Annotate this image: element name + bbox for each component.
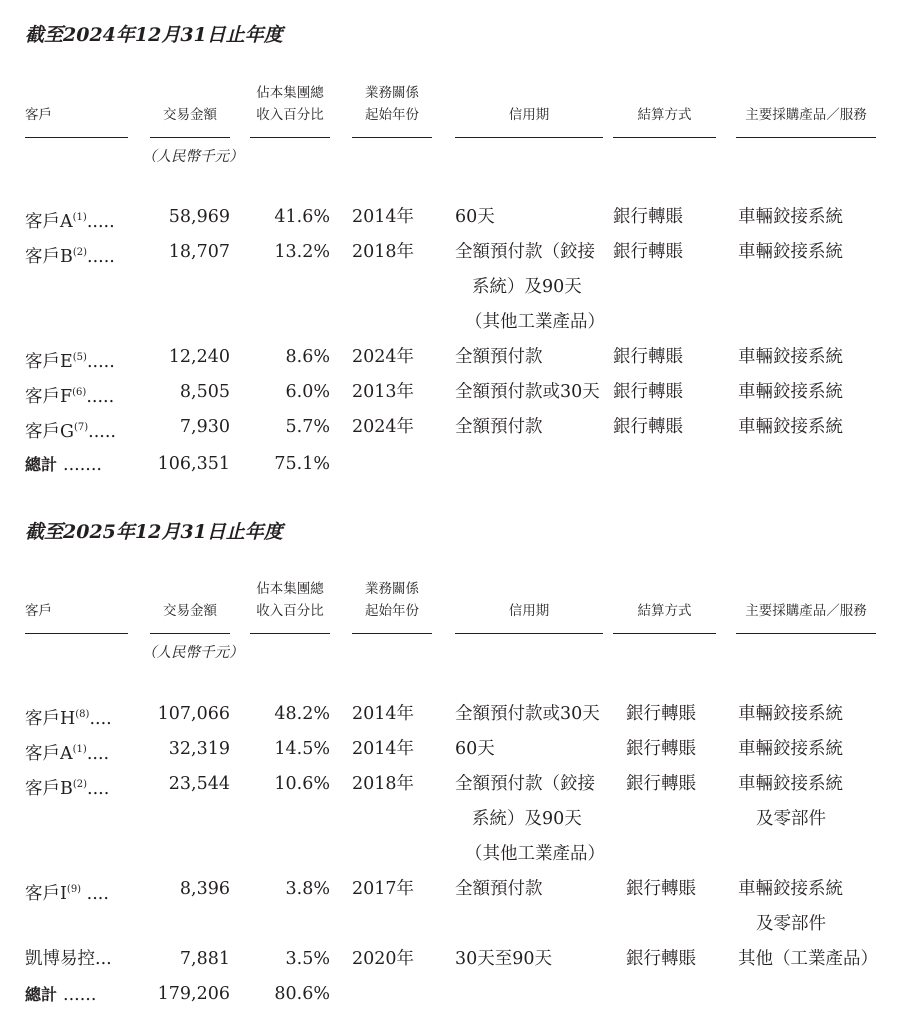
credit-period — [455, 732, 495, 767]
customer-name — [25, 235, 115, 275]
main-product-line: 及零部件 — [756, 809, 826, 829]
footnote-ref: (2) — [72, 779, 88, 790]
customer-label: 客戶G — [25, 422, 74, 442]
header-product: 主要採購產品／服務 — [745, 603, 867, 619]
credit-period-line: 30天至90天 — [455, 949, 553, 969]
customer-label: 客戶F — [25, 387, 73, 407]
start-year: 2014年 — [352, 207, 415, 227]
header-year-line1: 業務關係 — [365, 581, 419, 597]
start-year: 2024年 — [352, 417, 415, 437]
footnote-ref: (5) — [72, 352, 87, 363]
revenue-percentage: 3.8% — [285, 879, 330, 899]
customer-label: 客戶B — [25, 779, 73, 799]
header-percent-line2: 收入百分比 — [256, 107, 324, 123]
section-title: 截至2025年12月31日止年度 — [25, 521, 283, 543]
header-underline — [736, 137, 876, 138]
settlement-method: 銀行轉賬 — [613, 347, 683, 367]
credit-period-line: 全額預付款（鉸接 — [455, 242, 595, 262]
header-amount: 交易金額 — [163, 107, 217, 123]
revenue-percentage: 14.5% — [274, 739, 330, 759]
header-settlement: 結算方式 — [637, 107, 692, 123]
customer-name — [25, 375, 114, 415]
leader-dots: .... — [89, 709, 112, 729]
main-product — [738, 375, 843, 410]
credit-period-line: 全額預付款或30天 — [455, 704, 600, 724]
main-product — [738, 340, 843, 375]
customer-name — [25, 732, 109, 772]
total-amount: 106,351 — [157, 454, 230, 474]
header-year-line1: 業務關係 — [365, 85, 419, 101]
main-product-line: 其他（工業產品） — [738, 949, 878, 969]
header-underline — [250, 633, 330, 634]
footnote-ref: (8) — [75, 709, 90, 720]
customer-label: 客戶A — [25, 212, 73, 232]
customer-name — [25, 340, 115, 380]
start-year: 2013年 — [352, 382, 415, 402]
header-amount: 交易金額 — [163, 603, 217, 619]
main-product — [738, 872, 843, 942]
start-year: 2020年 — [352, 949, 415, 969]
header-underline — [250, 137, 330, 138]
leader-dots: .... — [81, 884, 109, 904]
header-underline — [352, 633, 432, 634]
header-underline — [736, 633, 876, 634]
credit-period — [455, 410, 543, 445]
header-underline — [455, 633, 603, 634]
main-product-line: 車輛鉸接系統 — [738, 879, 843, 899]
main-product — [738, 200, 843, 235]
leader-dots: .... — [86, 744, 110, 764]
start-year: 2014年 — [352, 704, 415, 724]
header-percent-line1: 佔本集團總 — [256, 581, 324, 597]
credit-period — [455, 942, 552, 977]
start-year: 2024年 — [352, 347, 415, 367]
start-year: 2018年 — [352, 242, 415, 262]
header-underline — [352, 137, 432, 138]
credit-period-line: 全額預付款 — [455, 879, 543, 899]
section-title: 截至2024年12月31日止年度 — [25, 24, 283, 46]
footnote-ref: (1) — [72, 744, 87, 755]
header-underline — [613, 137, 716, 138]
amount-unit: （人民幣千元） — [142, 645, 244, 661]
start-year: 2018年 — [352, 774, 415, 794]
main-product — [738, 732, 843, 767]
customer-name — [25, 872, 109, 912]
revenue-percentage: 10.6% — [274, 774, 330, 794]
header-customer: 客戶 — [25, 107, 52, 123]
header-credit: 信用期 — [508, 107, 550, 123]
transaction-amount: 32,319 — [168, 739, 230, 759]
settlement-method: 銀行轉賬 — [626, 704, 696, 724]
amount-unit: （人民幣千元） — [142, 149, 244, 165]
header-year-line2: 起始年份 — [365, 107, 419, 123]
credit-period — [455, 767, 605, 872]
start-year: 2014年 — [352, 739, 415, 759]
start-year: 2017年 — [352, 879, 415, 899]
customer-name — [25, 200, 115, 240]
leader-dots: ..... — [88, 422, 116, 442]
total-percentage: 80.6% — [274, 984, 330, 1004]
leader-dots: ..... — [87, 247, 115, 267]
customer-label: 客戶H — [25, 709, 76, 729]
credit-period-line: 全額預付款 — [455, 347, 543, 367]
main-product-line: 車輛鉸接系統 — [738, 704, 843, 724]
main-product — [738, 697, 843, 732]
settlement-method: 銀行轉賬 — [626, 879, 696, 899]
customer-name — [25, 697, 112, 737]
revenue-percentage: 5.7% — [285, 417, 330, 437]
credit-period-line: （其他工業產品） — [465, 844, 605, 864]
revenue-percentage: 3.5% — [285, 949, 330, 969]
credit-period-line: 系統）及90天 — [472, 277, 582, 297]
footnote-ref: (9) — [66, 884, 82, 895]
leader-dots: ..... — [86, 352, 115, 372]
main-product — [738, 767, 843, 837]
footnote-ref: (2) — [72, 247, 88, 258]
main-product-line: 車輛鉸接系統 — [738, 382, 843, 402]
transaction-amount: 8,396 — [179, 879, 230, 899]
credit-period — [455, 697, 600, 732]
credit-period — [455, 340, 543, 375]
transaction-amount: 12,240 — [168, 347, 230, 367]
leader-dots: ... — [95, 949, 112, 969]
transaction-amount: 58,969 — [168, 207, 230, 227]
customer-label: 客戶E — [25, 352, 73, 372]
main-product-line: 車輛鉸接系統 — [738, 347, 843, 367]
credit-period-line: 60天 — [455, 739, 495, 759]
header-underline — [455, 137, 603, 138]
main-product-line: 車輛鉸接系統 — [738, 207, 843, 227]
header-underline — [25, 633, 128, 634]
main-product-line: 及零部件 — [756, 914, 826, 934]
total-amount: 179,206 — [157, 984, 230, 1004]
header-percent-line1: 佔本集團總 — [256, 85, 324, 101]
main-product — [738, 235, 843, 270]
settlement-method: 銀行轉賬 — [613, 382, 683, 402]
header-product: 主要採購產品／服務 — [745, 107, 867, 123]
main-product — [738, 410, 843, 445]
main-product — [738, 942, 878, 977]
header-percent-line2: 收入百分比 — [256, 603, 324, 619]
main-product-line: 車輛鉸接系統 — [738, 417, 843, 437]
revenue-percentage: 41.6% — [274, 207, 330, 227]
revenue-percentage: 6.0% — [285, 382, 330, 402]
revenue-percentage: 48.2% — [274, 704, 330, 724]
main-product-line: 車輛鉸接系統 — [738, 242, 843, 262]
main-product-line: 車輛鉸接系統 — [738, 739, 843, 759]
total-label — [25, 977, 96, 1013]
revenue-percentage: 8.6% — [285, 347, 330, 367]
main-product-line: 車輛鉸接系統 — [738, 774, 843, 794]
credit-period — [455, 375, 600, 410]
transaction-amount: 7,930 — [179, 417, 230, 437]
credit-period-line: 全額預付款（鉸接 — [455, 774, 595, 794]
footnote-ref: (7) — [73, 422, 89, 433]
credit-period — [455, 200, 495, 235]
credit-period — [455, 235, 605, 340]
customer-label: 客戶A — [25, 744, 73, 764]
credit-period-line: 系統）及90天 — [472, 809, 582, 829]
leader-dots: ..... — [86, 387, 115, 407]
transaction-amount: 8,505 — [179, 382, 230, 402]
transaction-amount: 7,881 — [179, 949, 230, 969]
header-year-line2: 起始年份 — [365, 603, 419, 619]
footnote-ref: (1) — [72, 212, 87, 223]
transaction-amount: 107,066 — [157, 704, 230, 724]
footnote-ref: (6) — [72, 387, 87, 398]
credit-period-line: （其他工業產品） — [465, 312, 605, 332]
credit-period-line: 全額預付款 — [455, 417, 543, 437]
settlement-method: 銀行轉賬 — [626, 774, 696, 794]
settlement-method: 銀行轉賬 — [626, 949, 696, 969]
customer-name — [25, 410, 116, 450]
credit-period-line: 60天 — [455, 207, 495, 227]
total-label — [25, 447, 102, 483]
customer-name — [25, 767, 109, 807]
credit-period-line: 全額預付款或30天 — [455, 382, 600, 402]
leader-dots: ..... — [86, 212, 115, 232]
customer-label: 凱博易控 — [25, 949, 95, 969]
header-underline — [150, 633, 230, 634]
settlement-method: 銀行轉賬 — [626, 739, 696, 759]
header-underline — [150, 137, 230, 138]
total-text: 總計 — [25, 985, 58, 1004]
settlement-method: 銀行轉賬 — [613, 207, 683, 227]
leader-dots: ...... — [63, 985, 97, 1005]
header-underline — [25, 137, 128, 138]
customer-label: 客戶B — [25, 247, 73, 267]
header-settlement: 結算方式 — [637, 603, 692, 619]
customer-label: 客戶I — [25, 884, 67, 904]
credit-period — [455, 872, 543, 907]
header-underline — [613, 633, 716, 634]
revenue-percentage: 13.2% — [274, 242, 330, 262]
total-percentage: 75.1% — [274, 454, 330, 474]
leader-dots: ....... — [63, 455, 102, 475]
customer-name — [25, 942, 112, 977]
total-text: 總計 — [25, 455, 58, 474]
leader-dots: .... — [87, 779, 110, 799]
transaction-amount: 18,707 — [168, 242, 230, 262]
header-customer: 客戶 — [25, 603, 52, 619]
transaction-amount: 23,544 — [168, 774, 230, 794]
header-credit: 信用期 — [508, 603, 550, 619]
settlement-method: 銀行轉賬 — [613, 417, 683, 437]
settlement-method: 銀行轉賬 — [613, 242, 683, 262]
